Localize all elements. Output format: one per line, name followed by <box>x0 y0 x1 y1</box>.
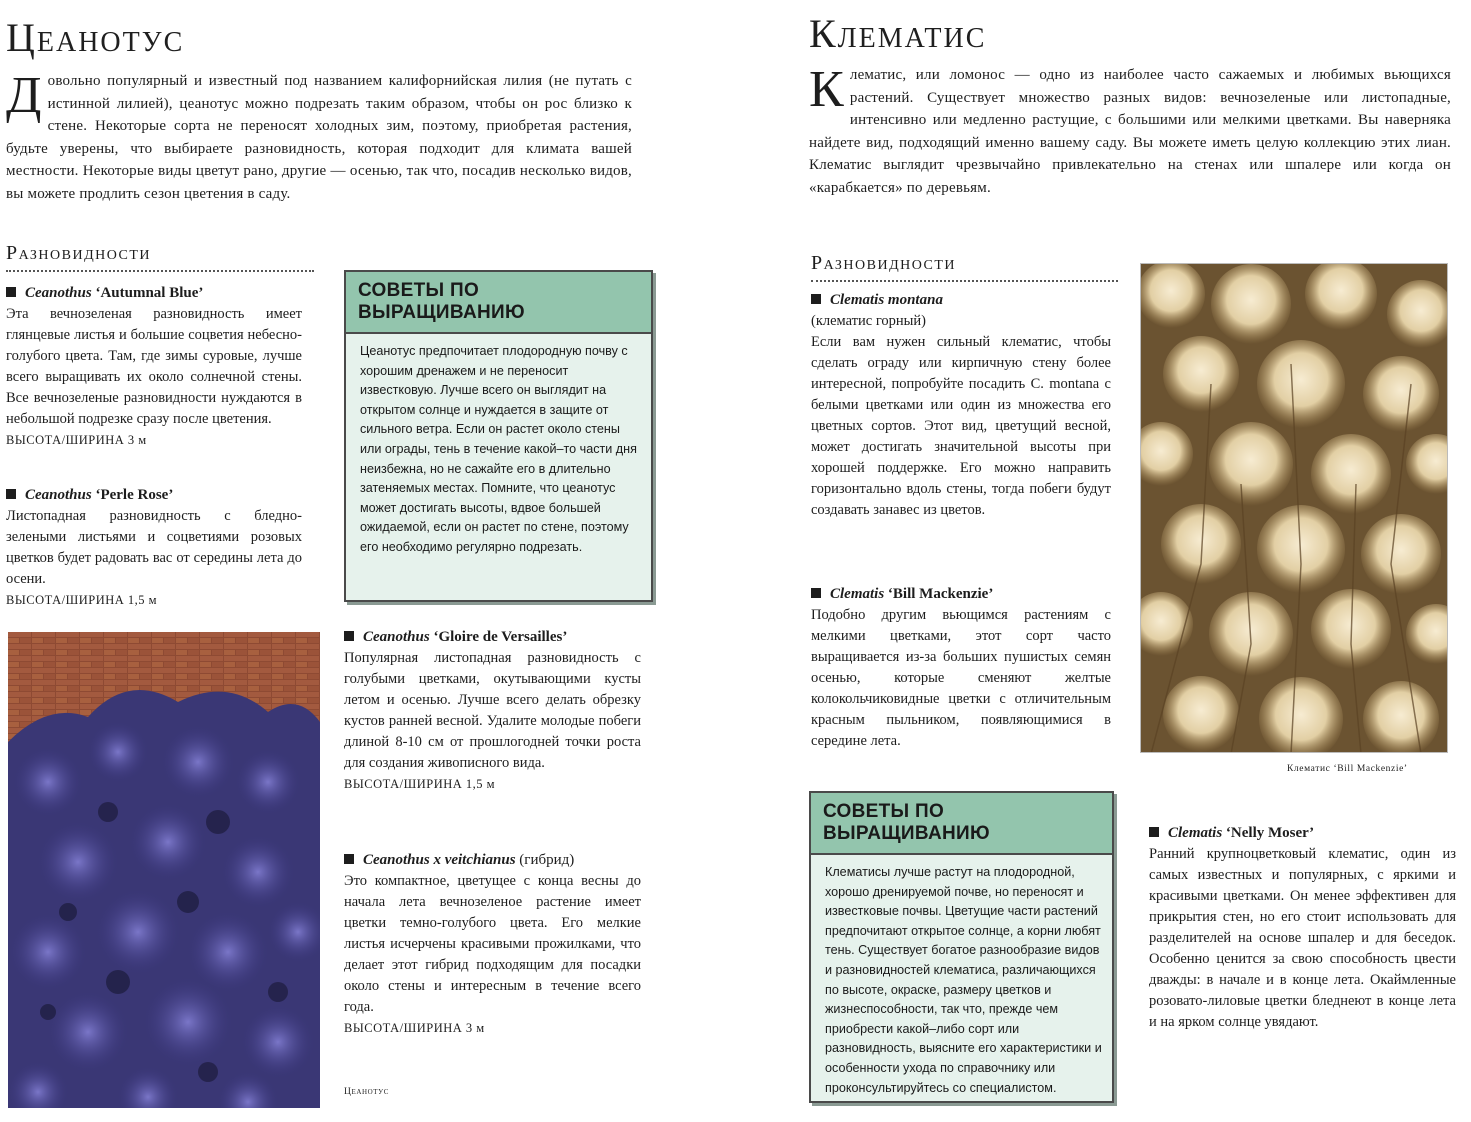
page-title-ceanothus: Цеанотус <box>6 15 185 60</box>
growing-tips-heading: СОВЕТЫ ПО ВЫРАЩИВАНИЮ <box>811 793 1112 855</box>
left-page <box>0 0 735 1122</box>
variety-gloire-de-versailles <box>344 627 641 795</box>
variety-perle-rose <box>6 485 302 611</box>
variety-description: Если вам нужен сильный клематис, чтобы сделать ограду или кирпичную стену более интересной, попробуйте посадить C. montana с белыми цветками или один из множества его цветных сортов. Этот вид, цветущий весной, может достигать значительной высоты при хорошей поддержке. Его можно направить горизонтально вдоль стены, тогда побеги будут создавать занавес из цветов. <box>811 334 1111 518</box>
variety-name: Ceanothus ‘Gloire de Versailles’ <box>344 627 641 648</box>
variety-common-name: (клематис горный) <box>811 313 927 329</box>
intro-text: овольно популярный и известный под названием калифорнийская лилия (не путать с истинной лилией), цеанотус можно подрезать таким образом, чтобы он рос близко к стене. Некоторые сорта не переносят холодных зим, поэтому, приобретая растения, будьте уверены, что выбираете разновидность, которая подходит для климата вашей местности. Некоторые виды цветут рано, другие — осенью, так что, посадив несколько видов, вы можете продлить сезон цветения в саду. <box>6 73 632 202</box>
variety-height: ВЫСОТА/ШИРИНА 1,5 м <box>344 777 496 791</box>
variety-name: Ceanothus ‘Autumnal Blue’ <box>6 283 302 304</box>
bullet-square-icon <box>811 294 821 304</box>
variety-name: Ceanothus x veitchianus (гибрид) <box>344 850 641 871</box>
varieties-heading: Разновидности <box>6 242 314 272</box>
variety-description: Ранний крупноцветковый клематис, один из самых известных и популярных, с яркими и красивыми цветками. Он менее эффективен для прикрытия стен, но его стоит использовать для разделителей на основе шпалер и для беседок. Особенно ценится за свою способность цвести дважды: в начале и в конце лета. Окаймленные розовато-лиловые цветки бледнеют в конце лета и на ярком солнце увядают. <box>1149 846 1456 1030</box>
variety-description: Эта вечнозеленая разновидность имеет глянцевые листья и большие соцветия небесно-голубого цвета. Там, где зимы суровые, лучше всего выращивать их около солнечной стены. Все вечнозеленые разновидности нуждаются в небольшой подрезке сразу после цветения. <box>6 306 302 427</box>
bullet-square-icon <box>344 854 354 864</box>
variety-autumnal-blue <box>6 283 302 451</box>
variety-name: Clematis ‘Bill Mackenzie’ <box>811 584 1111 605</box>
intro-paragraph <box>6 67 632 206</box>
growing-tips-heading: СОВЕТЫ ПО ВЫРАЩИВАНИЮ <box>346 272 651 334</box>
variety-height: ВЫСОТА/ШИРИНА 3 м <box>344 1021 485 1035</box>
growing-tips-box <box>809 791 1114 1103</box>
bullet-square-icon <box>344 631 354 641</box>
variety-clematis-montana <box>811 290 1111 521</box>
variety-name: Clematis ‘Nelly Moser’ <box>1149 823 1456 844</box>
variety-description: Это компактное, цветущее с конца весны до начала лета вечнозеленое растение имеет цветки темно-голубого цвета. Его мелкие листья исчерчены красивыми прожилками, что делает этот гибрид подходящим для посадки около стены и интересным в течение всего года. <box>344 873 641 1015</box>
intro-text: лематис, или ломонос — одно из наиболее часто сажаемых и любимых вьющихся растений. Существует множество разных видов: вечнозеленые или листопадные, интенсивно или медленно растущие, с большими или мелкими цветками. Вы наверняка найдете вид, подходящий именно вашему саду. Вы можете иметь целую коллекцию этих лиан. Клематис выглядит чрезвычайно привлекательно на стенах или шпалере или когда он «карабкается» по деревьям. <box>809 67 1451 196</box>
bullet-square-icon <box>6 489 16 499</box>
variety-description: Подобно другим вьющимся растениям с мелкими цветками, этот сорт часто выращивается из-за больших пушистых семян осенью, которые сменяют желтые колокольчиковидные цветки с отличительным красным пыльником, появляющимися в середине лета. <box>811 607 1111 749</box>
growing-tips-box <box>344 270 653 602</box>
variety-height: ВЫСОТА/ШИРИНА 3 м <box>6 433 147 447</box>
variety-description: Популярная листопадная разновидность с голубыми цветками, окутывающими кусты летом и осенью. Лучше всего делать обрезку кустов ранней весной. Удалите молодые побеги длиной 8-10 см от прошлогодней точки роста для создания живописного вида. <box>344 650 641 771</box>
page-title-clematis: Клематис <box>809 11 987 56</box>
clematis-seedhead-photo <box>1141 264 1448 753</box>
drop-cap: Д <box>6 67 42 124</box>
photo-caption: Цеанотус <box>344 1087 390 1097</box>
right-page <box>735 0 1471 1122</box>
growing-tips-text: Клематисы лучше растут на плодородной, хорошо дренируемой почве, но переносят и известковые почвы. Цветущие части растений предпочитают открытое солнце, а корни любят тень. Существует богатое разнообразие видов и разновидностей клематиса, различающихся по высоте, окраске, размеру цветков и жизнеспособности, так что, прежде чем приобрести какой–либо сорт или разновидность, выясните его характеристики и особенности ухода по справочнику или проконсультируйтесь со специалистом. <box>825 865 1102 1095</box>
bullet-square-icon <box>6 287 16 297</box>
variety-veitchianus <box>344 850 641 1039</box>
bullet-square-icon <box>811 588 821 598</box>
drop-cap: К <box>809 61 844 118</box>
variety-height: ВЫСОТА/ШИРИНА 1,5 м <box>6 593 158 607</box>
ceanothus-photo-image <box>8 632 320 1108</box>
variety-bill-mackenzie <box>811 584 1111 752</box>
photo-caption: Клематис ‘Bill Mackenzie’ <box>1287 764 1408 774</box>
varieties-heading: Разновидности <box>811 252 1118 282</box>
intro-paragraph <box>809 61 1451 200</box>
variety-description: Листопадная разновидность с бледно-зелеными листьями и соцветиями розовых цветков будет радовать вас от середины лета до осени. <box>6 508 302 587</box>
variety-nelly-moser <box>1149 823 1456 1033</box>
growing-tips-text: Цеанотус предпочитает плодородную почву с хорошим дренажем и не переносит известковую. Лучше всего он выглядит на открытом солнце и нуждается в защите от сильного ветра. Если он растет около стены или ограды, тень в течение какой–то части дня неизбежна, но не сажайте его в длительно затеняемых местах. Помните, что цеанотус может достигать высоты, вдвое большей ожидаемой, если он растет по стене, поэтому его необходимо регулярно подрезать. <box>360 344 637 554</box>
ceanothus-photo <box>8 632 320 1108</box>
bullet-square-icon <box>1149 827 1159 837</box>
variety-name: Clematis montana <box>811 290 1111 311</box>
clematis-photo <box>1140 263 1448 753</box>
variety-name: Ceanothus ‘Perle Rose’ <box>6 485 302 506</box>
